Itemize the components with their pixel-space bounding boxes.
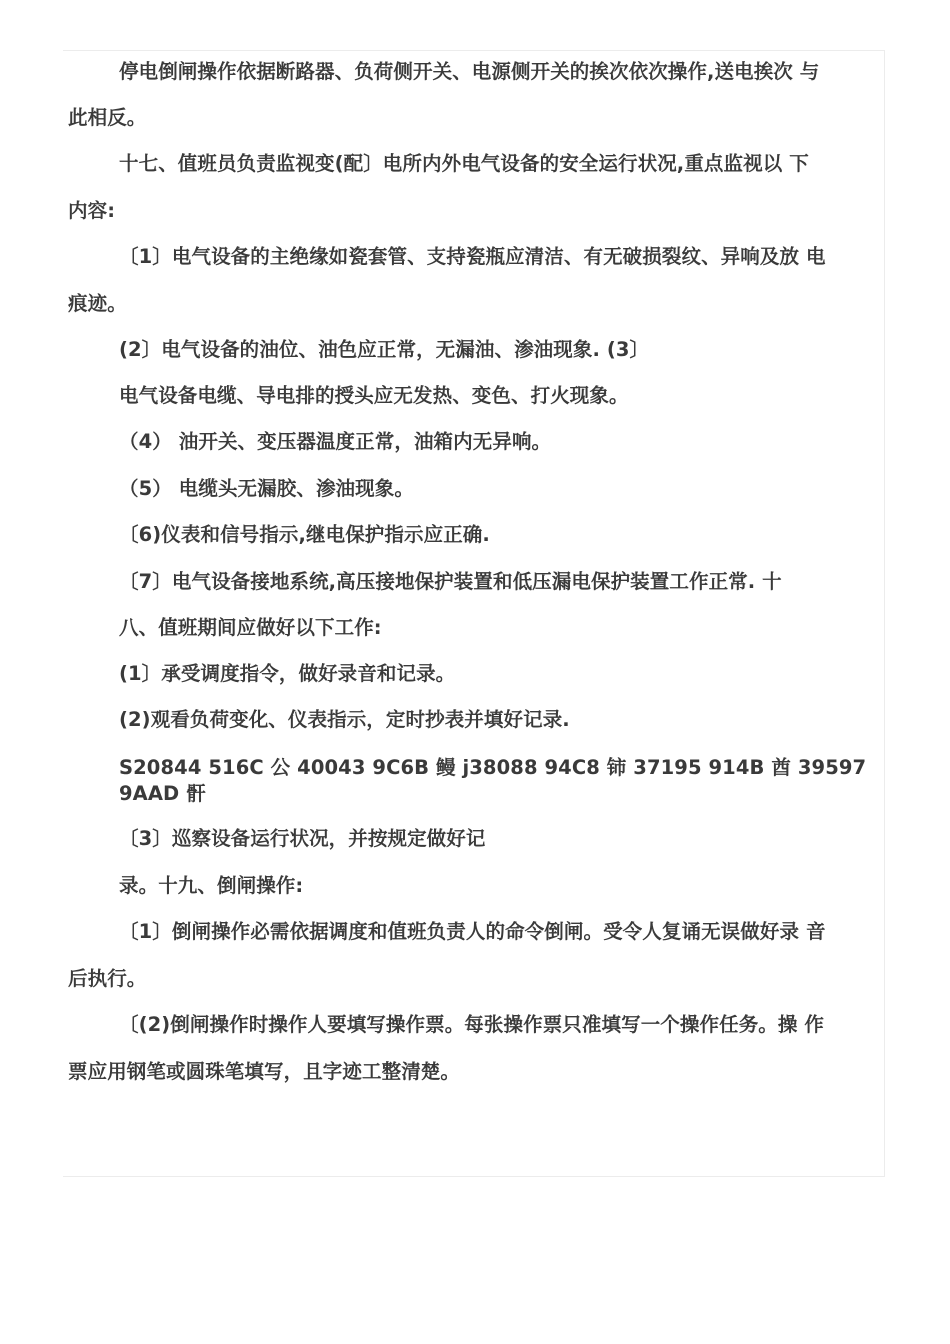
text-line: 〔3〕巡察设备运行状况，并按规定做好记 (119, 827, 486, 850)
code-line: S20844 516C 公 40043 9C6B 鳗 j38088 94C8 铈 37195 914B 酋 39597 9AAD 骭 (119, 756, 867, 805)
text-line: 〔1〕电气设备的主绝缘如瓷套管、支持瓷瓶应清洁、有无破损裂纹、异响及放 电 (119, 245, 826, 268)
text-line: 停电倒闸操作依据断路器、负荷侧开关、电源侧开关的挨次依次操作,送电挨次 与 (119, 60, 820, 83)
text-line: 〔6)仪表和信号指示,继电保护指示应正确. (119, 523, 490, 546)
text-line: 〔7〕电气设备接地系统,高压接地保护装置和低压漏电保护装置工作正常. 十 (119, 570, 782, 593)
text-line: (1〕承受调度指令，做好录音和记录。 (119, 662, 456, 685)
text-line: 票应用钢笔或圆珠笔填写，且字迹工整清楚。 (68, 1060, 461, 1083)
text-line: 内容: (68, 199, 116, 222)
text-line: (2)观看负荷变化、仪表指示，定时抄表并填好记录. (119, 708, 570, 731)
text-line: 〔(2)倒闸操作时操作人要填写操作票。每张操作票只准填写一个操作任务。操 作 (119, 1013, 824, 1036)
text-line: 录。十九、倒闸操作: (119, 874, 304, 897)
text-line: 十七、值班员负责监视变(配〕电所内外电气设备的安全运行状况,重点监视以 下 (119, 152, 809, 175)
text-line: 电气设备电缆、导电排的授头应无发热、变色、打火现象。 (119, 384, 629, 407)
text-line: 后执行。 (68, 967, 147, 990)
text-line: 八、值班期间应做好以下工作: (119, 616, 382, 639)
text-line: 此相反。 (68, 106, 147, 129)
page-frame (63, 50, 885, 1177)
text-line: （4） 油开关、变压器温度正常，油箱内无异响。 (119, 430, 552, 453)
text-line: 痕迹。 (68, 292, 127, 315)
text-line: (2〕电气设备的油位、油色应正常，无漏油、渗油现象. (3〕 (119, 338, 650, 361)
text-line: 〔1〕倒闸操作必需依据调度和值班负责人的命令倒闸。受令人复诵无误做好录 音 (119, 920, 826, 943)
text-line: （5） 电缆头无漏胶、渗油现象。 (119, 477, 414, 500)
